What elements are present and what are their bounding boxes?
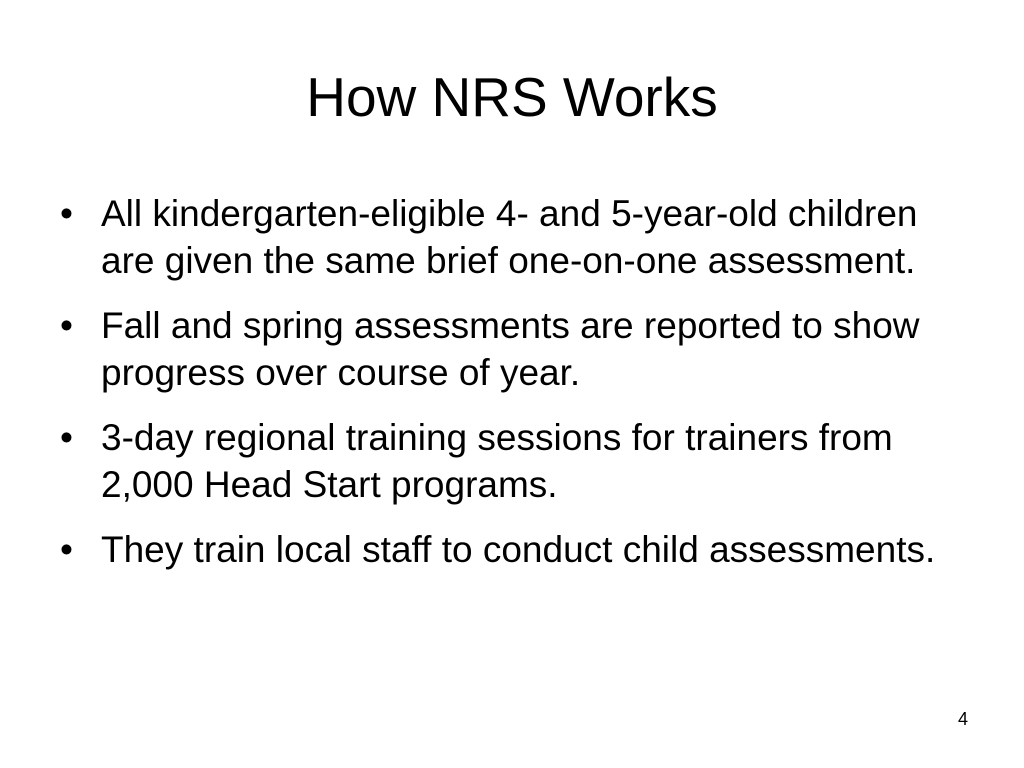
bullet-text: They train local staff to conduct child assessments. xyxy=(101,529,936,570)
slide-number: 4 xyxy=(957,709,968,729)
bullet-icon: • xyxy=(60,305,73,346)
bullet-text: Fall and spring assessments are reported to show progress over course of year. xyxy=(101,305,920,393)
bullet-item xyxy=(60,302,960,396)
bullet-item xyxy=(60,190,960,284)
bullet-icon: • xyxy=(60,529,73,570)
slide-title: How NRS Works xyxy=(306,66,718,128)
bullet-text: 3-day regional training sessions for trainers from 2,000 Head Start programs. xyxy=(101,417,893,505)
bullet-icon: • xyxy=(60,417,73,458)
bullet-list xyxy=(60,190,960,591)
bullet-item xyxy=(60,526,960,573)
bullet-item xyxy=(60,414,960,508)
bullet-icon: • xyxy=(60,193,73,234)
bullet-text: All kindergarten-eligible 4- and 5-year-old children are given the same brief one-on-one assessment. xyxy=(101,193,918,281)
